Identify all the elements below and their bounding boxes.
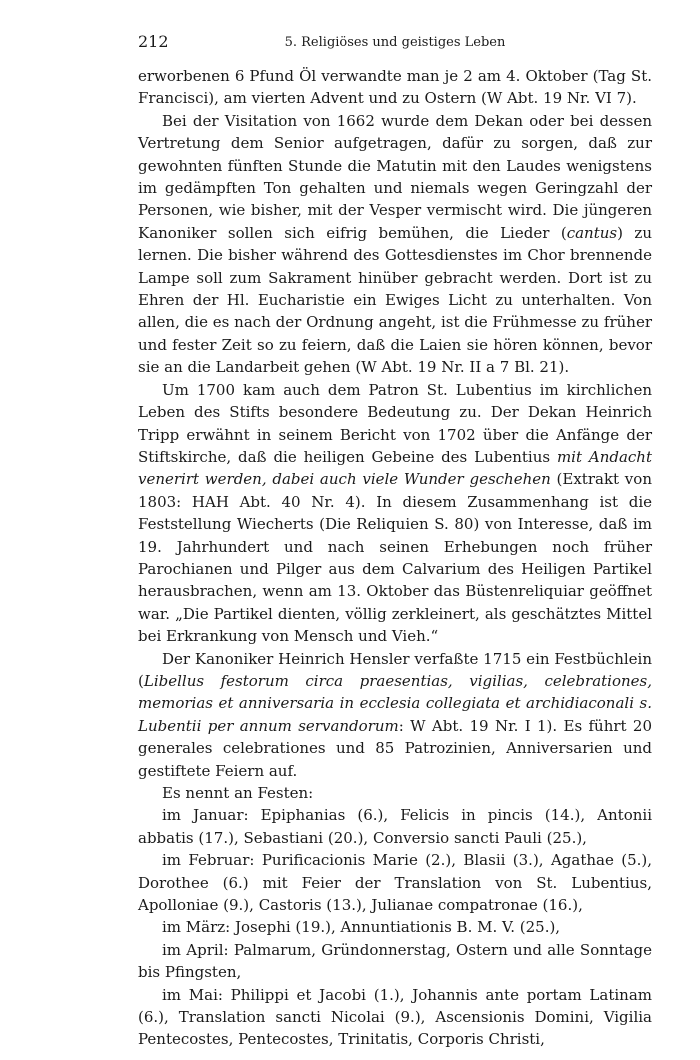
text-run: im Januar: Epiphanias (6.), Felicis in pincis (14.), Antonii abbatis (17.), Sebastiani (20.), Conversio sancti Pauli (25.),	[138, 806, 652, 847]
text-run: im Februar: Purificacionis Marie (2.), Blasii (3.), Agathae (5.), Dorothee (6.) mit Feier der Translation von St. Lubentius, Apolloniae (9.), Castoris (13.), Julianae compatronae (16.),	[138, 851, 652, 915]
text-run: im Mai: Philippi et Jacobi (1.), Johannis ante portam Latinam (6.), Translation sancti Nicolai (9.), Ascensionis Domini, Vigilia Pentecostes, Pentecostes, Trinitatis, Corporis Christi,	[138, 985, 652, 1049]
text-run: erworbenen 6 Pfund Öl verwandte man je 2 am 4. Oktober (Tag St. Francisci), am vierten Advent und zu Ostern (W Abt. 19 Nr. VI 7).	[138, 67, 652, 108]
feast-list-february	[138, 849, 652, 916]
text-run: Es nennt an Festen:	[162, 784, 314, 802]
text-run: ) zu lernen. Die bisher während des Gottesdienstes im Chor brennende Lampe soll zum Sakrament hinüber gebracht werden. Dort ist zu Ehren der Hl. Eucharistie ein Ewiges Licht zu unterhalten. Von allen, die es nach der Ordnung angeht, ist die Frühmesse zu früher und fester Zeit so zu feiern, daß die Laien sie hören können, bevor sie an die Landarbeit gehen (W Abt. 19 Nr. II a 7 Bl. 21).	[138, 223, 652, 377]
text-run: Der Kanoniker Heinrich Hensler verfaßte 1715 ein Festbüchlein (	[138, 649, 652, 690]
feast-list-march	[138, 916, 652, 938]
text-run: : W Abt. 19 Nr. I 1). Es führt 20 generales celebrationes und 85 Patrozinien, Anniversarien und gestiftete Feiern auf.	[138, 716, 652, 780]
text-run: im April: Palmarum, Gründonnerstag, Ostern und alle Sonntage bis Pfingsten,	[138, 940, 652, 982]
text-run: Um 1700 kam auch dem Patron St. Lubentius im kirchlichen Leben des Stifts besondere Bedeutung zu. Der Dekan Heinrich Tripp erwähnt in seinem Bericht von 1702 über die Anfänge der Stiftskirche, daß die heiligen Gebeine des Lubentius	[138, 380, 652, 466]
text-run: Bei der Visitation von 1662 wurde dem Dekan oder bei dessen Vertretung dem Senior aufgetragen, dafür zu sorgen, daß zur gewohnten fünften Stunde die Matutin mit den Laudes wenigstens im gedämpften Ton gehalten und niemals wegen Geringzahl der Personen, wie bisher, mit der Vesper vermischt wird. Die jüngeren Kanoniker sollen sich eifrig bemühen, die Lieder (	[138, 111, 652, 242]
paragraph	[138, 110, 652, 379]
paragraph	[138, 65, 652, 110]
italic-title: Libellus festorum circa praesentias, vigilias, celebrationes, memorias et anniversaria in ecclesia collegiata et archidiaconali s. Lubentii per annum servandorum	[138, 671, 652, 735]
text-run: im März: Josephi (19.), Annuntiationis B. M. V. (25.),	[162, 918, 561, 937]
feast-list-april	[138, 939, 652, 984]
paragraph	[138, 648, 652, 782]
italic-quote: mit Andacht venerirt werden, dabei auch viele Wunder geschehen	[138, 447, 652, 489]
page-header	[138, 30, 652, 54]
text-run: (Extrakt von 1803: HAH Abt. 40 Nr. 4). In diesem Zusammenhang ist die Feststellung Wiecherts (Die Reliquien S. 80) von Interesse, daß im 19. Jahrhundert und nach seinen Erhebungen noch früher Parochianen und Pilger aus dem Calvarium des Heiligen Partikel herausbrachen, wenn am 13. Oktober das Büstenreliquiar geöffnet war. „Die Partikel dienten, völlig zerkleinert, als geschätztes Mittel bei Erkrankung von Mensch und Vieh.“	[138, 470, 652, 646]
feast-list-january	[138, 804, 652, 849]
running-title: 5. Religiöses und geistiges Leben	[284, 35, 506, 50]
page-number: 212	[138, 32, 169, 51]
body-text	[138, 65, 652, 1051]
italic-term: cantus	[566, 223, 618, 242]
paragraph	[138, 782, 652, 804]
paragraph	[138, 379, 652, 648]
feast-list-may	[138, 984, 652, 1051]
